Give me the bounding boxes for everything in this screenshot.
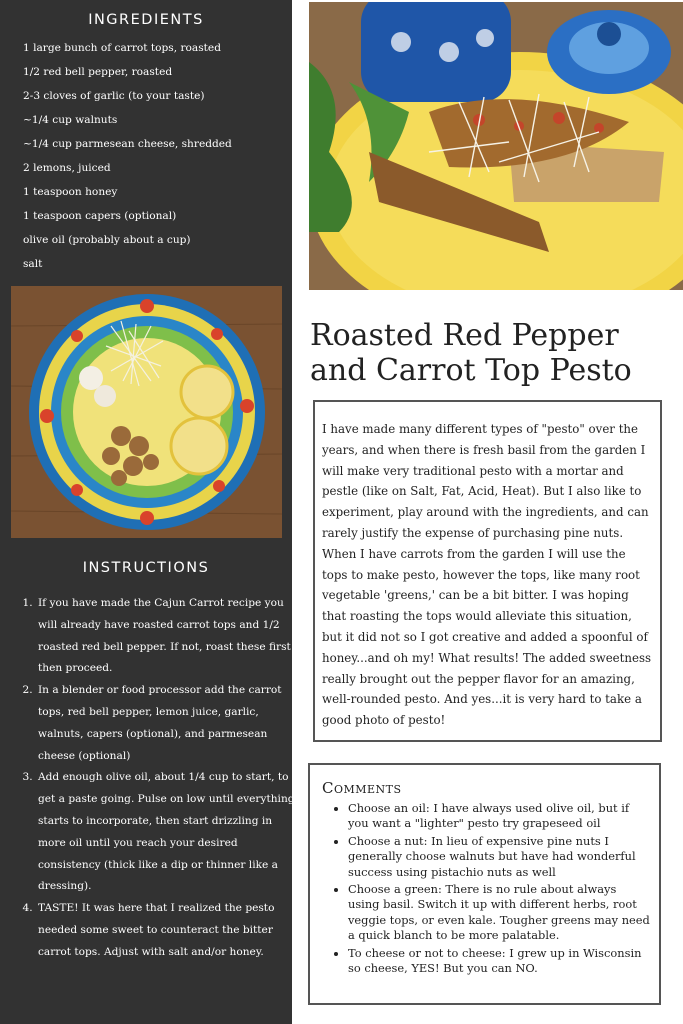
comments-heading: Comments — [322, 779, 402, 797]
ingredient-item: 1 teaspoon capers (optional) — [23, 210, 177, 222]
ingredient-item: salt — [23, 258, 43, 270]
ingredients-photo — [11, 286, 282, 538]
comment-item: • Choose an oil: I have always used olive oil, but if you want a "lighter" pesto try grapeseed oil — [348, 801, 651, 832]
ingredients-photo-illustration — [11, 286, 282, 538]
comments-list — [322, 801, 651, 976]
instruction-step: 3. Add enough olive oil, about 1/4 cup to start, to get a paste going. Pulse on low until everything starts to incorporate, then start drizzling in more oil until you reach your desired consistency (thick like a dip or thinner like a dressing). — [36, 767, 302, 898]
comment-item: • Choose a green: There is no rule about always using basil. Switch it up with different herbs, root veggie tops, or even kale. Tougher greens may need a quick blanch to be more palatable. — [348, 882, 651, 944]
ingredient-item: 1 large bunch of carrot tops, roasted — [23, 42, 221, 54]
ingredient-item: ~1/4 cup parmesean cheese, shredded — [23, 138, 232, 150]
story-text: I have made many different types of "pesto" over the years, and when there is fresh basil from the garden I will make very traditional pesto with a mortar and pestle (like on Salt, Fat, Acid, Heat). But I also like to experiment, play around with the ingredients, and can rarely justify the expense of purchasing pine nuts. When I have carrots from the garden I will use the tops to make pesto, however the tops, like many root vegetable 'greens,' can be a bit bitter. I was hoping that roasting the tops would alleviate this situation, but it did not so I got creative and added a spoonful of honey...and oh my! What results! The added sweetness really brought out the pepper flavor for an amazing, well-rounded pesto. And yes...it is very hard to take a good photo of pesto! — [322, 422, 652, 728]
ingredients-list — [23, 36, 285, 276]
ingredient-item: 2-3 cloves of garlic (to your taste) — [23, 90, 205, 102]
pesto-photo — [309, 2, 683, 290]
instruction-step: 4. TASTE! It was here that I realized the pesto needed some sweet to counteract the bitter carrot tops. Adjust with salt and/or honey. — [36, 898, 302, 963]
comment-item: • To cheese or not to cheese: I grew up in Wisconsin so cheese, YES! But you can NO. — [348, 946, 651, 977]
instruction-step: 1. If you have made the Cajun Carrot recipe you will already have roasted carrot tops and 1/2 roasted red bell pepper. If not, roast these first then proceed. — [36, 593, 302, 680]
ingredient-item: ~1/4 cup walnuts — [23, 114, 118, 126]
pesto-photo-illustration — [309, 2, 683, 290]
left-sidebar — [0, 0, 295, 1024]
ingredients-heading: INGREDIENTS — [88, 12, 204, 28]
comments-box — [308, 763, 661, 1005]
page-title: Roasted Red Pepper and Carrot Top Pesto — [310, 318, 632, 388]
comment-item: • Choose a nut: In lieu of expensive pine nuts I generally choose walnuts but have had wonderful success using pistachio nuts as well — [348, 834, 651, 880]
instructions-list — [16, 593, 302, 964]
ingredient-item: 1/2 red bell pepper, roasted — [23, 66, 173, 78]
story-box — [313, 400, 662, 742]
ingredient-item: 1 teaspoon honey — [23, 186, 118, 198]
instruction-step: 2. In a blender or food processor add the carrot tops, red bell pepper, lemon juice, garlic, walnuts, capers (optional), and parmesean cheese (optional) — [36, 680, 302, 767]
ingredient-item: 2 lemons, juiced — [23, 162, 111, 174]
ingredient-item: olive oil (probably about a cup) — [23, 234, 191, 246]
instructions-heading: INSTRUCTIONS — [82, 560, 210, 576]
